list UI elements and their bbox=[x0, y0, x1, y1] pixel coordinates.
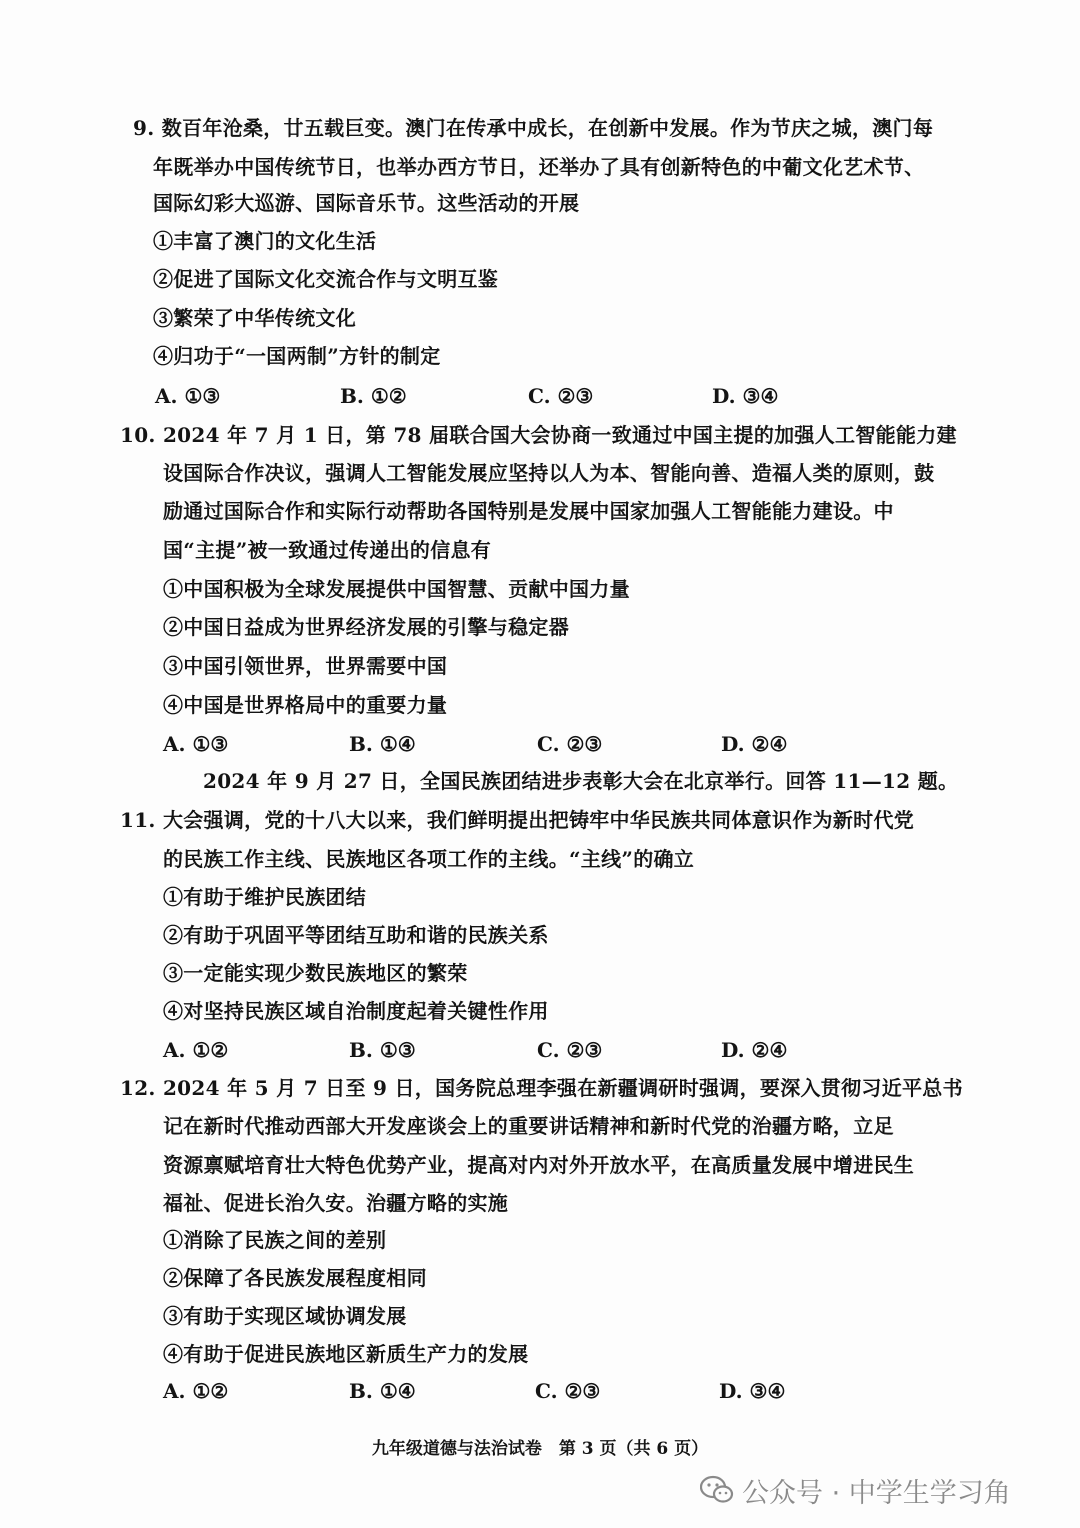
statement: ①有助于维护民族团结 bbox=[163, 885, 366, 909]
option-d: D. ②④ bbox=[721, 732, 788, 756]
question-stem: 国际幻彩大巡游、国际音乐节。这些活动的开展 bbox=[153, 191, 580, 215]
statement: ③繁荣了中华传统文化 bbox=[153, 306, 356, 330]
statement: ④有助于促进民族地区新质生产力的发展 bbox=[163, 1342, 529, 1366]
shared-material-intro: 2024 年 9 月 27 日，全国民族团结进步表彰大会在北京举行。回答 11—12 题。 bbox=[203, 769, 959, 793]
answer-options bbox=[155, 383, 855, 409]
statement: ①中国积极为全球发展提供中国智慧、贡献中国力量 bbox=[163, 577, 630, 601]
option-b: B. ①③ bbox=[349, 1038, 416, 1062]
option-c: C. ②③ bbox=[528, 384, 594, 408]
option-d: D. ③④ bbox=[712, 384, 779, 408]
statement: ②中国日益成为世界经济发展的引擎与稳定器 bbox=[163, 615, 569, 639]
question-stem: 福祉、促进长治久安。治疆方略的实施 bbox=[163, 1191, 509, 1215]
statement: ②有助于巩固平等团结互助和谐的民族关系 bbox=[163, 923, 549, 947]
question-stem: 设国际合作决议，强调人工智能发展应坚持以人为本、智能向善、造福人类的原则，鼓 bbox=[163, 461, 935, 485]
page-footer: 九年级道德与法治试卷 第 3 页（共 6 页） bbox=[371, 1439, 709, 1459]
question-stem: 年既举办中国传统节日，也举办西方节日，还举办了具有创新特色的中葡文化艺术节、 bbox=[153, 155, 925, 179]
statement: ③有助于实现区域协调发展 bbox=[163, 1304, 407, 1328]
option-c: C. ②③ bbox=[535, 1379, 601, 1403]
option-a: A. ①③ bbox=[163, 732, 229, 756]
option-b: B. ①④ bbox=[349, 1379, 416, 1403]
statement: ①消除了民族之间的差别 bbox=[163, 1228, 387, 1252]
watermark-text: 公众号 · 中学生学习角 bbox=[742, 1477, 1011, 1509]
watermark bbox=[700, 1470, 1011, 1510]
question-stem: 国“主提”被一致通过传递出的信息有 bbox=[163, 538, 492, 562]
option-d: D. ②④ bbox=[721, 1038, 788, 1062]
statement: ④中国是世界格局中的重要力量 bbox=[163, 693, 448, 717]
statement: ④对坚持民族区域自治制度起着关键性作用 bbox=[163, 999, 549, 1023]
question-stem: 11. 大会强调，党的十八大以来，我们鲜明提出把铸牢中华民族共同体意识作为新时代党 bbox=[120, 808, 915, 832]
answer-options bbox=[163, 731, 863, 757]
question-stem: 10. 2024 年 7 月 1 日，第 78 届联合国大会协商一致通过中国主提的加强人工智能能力建 bbox=[120, 423, 957, 447]
question-stem: 励通过国际合作和实际行动帮助各国特别是发展中国家加强人工智能能力建设。中 bbox=[163, 499, 894, 523]
statement: ②促进了国际文化交流合作与文明互鉴 bbox=[153, 267, 499, 291]
answer-options bbox=[163, 1378, 863, 1404]
option-a: A. ①③ bbox=[155, 384, 221, 408]
option-a: A. ①② bbox=[163, 1038, 229, 1062]
option-c: C. ②③ bbox=[537, 732, 603, 756]
statement: ④归功于“一国两制”方针的制定 bbox=[153, 344, 441, 368]
statement: ③中国引领世界，世界需要中国 bbox=[163, 654, 448, 678]
option-b: B. ①④ bbox=[349, 732, 416, 756]
question-stem: 9. 数百年沧桑，廿五载巨变。澳门在传承中成长，在创新中发展。作为节庆之城，澳门每 bbox=[133, 116, 934, 140]
answer-options bbox=[163, 1037, 863, 1063]
statement: ①丰富了澳门的文化生活 bbox=[153, 229, 377, 253]
wechat-icon bbox=[700, 1475, 734, 1505]
option-a: A. ①② bbox=[163, 1379, 229, 1403]
option-d: D. ③④ bbox=[719, 1379, 786, 1403]
question-stem: 记在新时代推动西部大开发座谈会上的重要讲话精神和新时代党的治疆方略，立足 bbox=[163, 1114, 894, 1138]
option-b: B. ①② bbox=[340, 384, 407, 408]
question-stem: 资源禀赋培育壮大特色优势产业，提高对内对外开放水平，在高质量发展中增进民生 bbox=[163, 1153, 915, 1177]
option-c: C. ②③ bbox=[537, 1038, 603, 1062]
question-stem: 的民族工作主线、民族地区各项工作的主线。“主线”的确立 bbox=[163, 847, 695, 871]
statement: ②保障了各民族发展程度相同 bbox=[163, 1266, 427, 1290]
statement: ③一定能实现少数民族地区的繁荣 bbox=[163, 961, 468, 985]
question-stem: 12. 2024 年 5 月 7 日至 9 日，国务院总理李强在新疆调研时强调，要深入贯彻习近平总书 bbox=[120, 1076, 963, 1100]
